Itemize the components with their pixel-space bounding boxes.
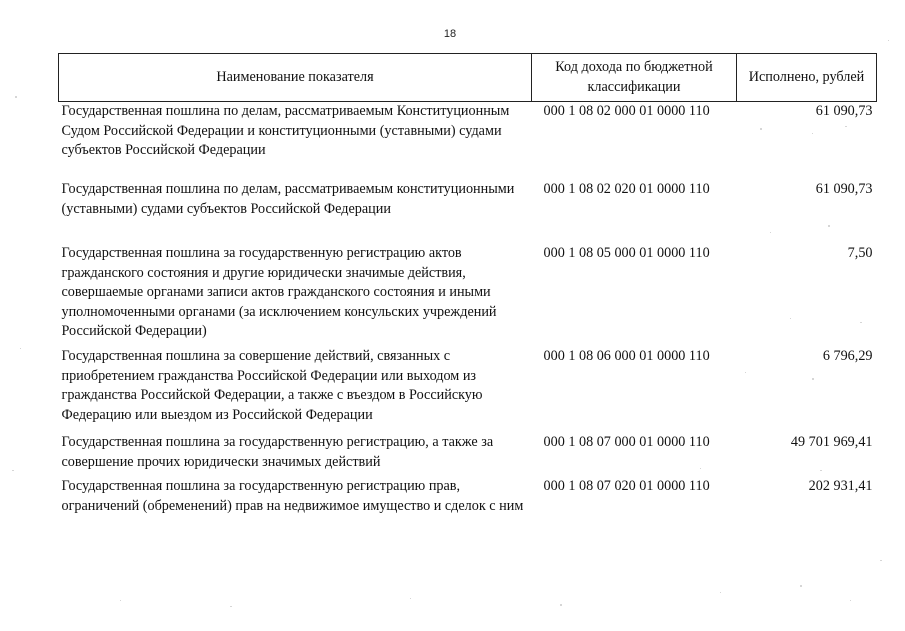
row-executed: 6 796,29	[822, 348, 873, 364]
table-row	[59, 347, 877, 433]
scan-speck	[745, 372, 746, 373]
scan-speck	[888, 40, 889, 41]
row-name: Государственная пошлина за государственную регистрацию актов гражданского состояния и другие юридически значимые действия, совершаемые органами записи актов гражданского состояния и иными уполномоченными органами (за исключением консульских учреждений Российской Федерации)	[61, 245, 497, 339]
scan-speck	[560, 604, 562, 606]
table-row	[59, 433, 877, 477]
scan-speck	[880, 560, 882, 561]
scan-speck	[410, 598, 411, 599]
row-executed: 61 090,73	[815, 103, 873, 119]
row-code: 000 1 08 07 020 01 0000 110	[543, 478, 710, 494]
scan-speck	[828, 225, 830, 227]
table-row	[59, 244, 877, 347]
scan-speck	[860, 322, 862, 323]
row-code: 000 1 08 07 000 01 0000 110	[543, 434, 710, 450]
row-name: Государственная пошлина за государственную регистрацию прав, ограничений (обременений) прав на недвижимое имущество и сделок с ним	[61, 478, 524, 514]
scan-speck	[790, 318, 791, 319]
scan-speck	[12, 470, 14, 471]
scan-speck	[230, 606, 232, 607]
row-code: 000 1 08 02 020 01 0000 110	[543, 181, 710, 197]
scan-speck	[845, 126, 847, 127]
scan-speck	[15, 96, 17, 98]
scan-speck	[720, 592, 721, 593]
header-executed: Исполнено, рублей	[737, 54, 877, 102]
header-code: Код дохода по бюджетной классификации	[532, 54, 737, 102]
table-row	[59, 180, 877, 244]
row-name: Государственная пошлина по делам, рассматриваемым конституционными (уставными) судами субъектов Российской Федерации	[61, 181, 515, 217]
budget-revenue-table	[58, 53, 877, 539]
table-row	[59, 102, 877, 181]
row-executed: 61 090,73	[815, 181, 873, 197]
row-name: Государственная пошлина за государственную регистрацию, а также за совершение прочих юридически значимых действий	[61, 434, 494, 470]
scan-speck	[760, 128, 762, 130]
scan-speck	[120, 600, 121, 601]
page-number: 18	[443, 28, 457, 40]
row-code: 000 1 08 05 000 01 0000 110	[543, 245, 710, 261]
table-header-row	[59, 54, 877, 102]
row-name: Государственная пошлина по делам, рассматриваемым Конституционным Судом Российской Федерации и конституционными (уставными) судами субъектов Российской Федерации	[61, 103, 510, 158]
scan-speck	[800, 585, 802, 587]
header-name: Наименование показателя	[59, 54, 532, 102]
table-row	[59, 477, 877, 539]
scan-speck	[20, 348, 21, 349]
row-executed: 202 931,41	[808, 478, 873, 494]
scan-speck	[850, 600, 851, 601]
scan-speck	[700, 468, 701, 469]
scan-speck	[812, 378, 814, 380]
scan-speck	[812, 133, 813, 134]
scan-speck	[820, 470, 822, 471]
row-code: 000 1 08 06 000 01 0000 110	[543, 348, 710, 364]
row-executed: 49 701 969,41	[790, 434, 873, 450]
row-executed: 7,50	[847, 245, 873, 261]
row-code: 000 1 08 02 000 01 0000 110	[543, 103, 710, 119]
scan-speck	[770, 232, 771, 233]
row-name: Государственная пошлина за совершение действий, связанных с приобретением гражданства Российской Федерации или выходом из гражданства Российской Федерации, а также с въездом в Российскую Федерацию или выездом из Российской Федерации	[61, 348, 483, 423]
